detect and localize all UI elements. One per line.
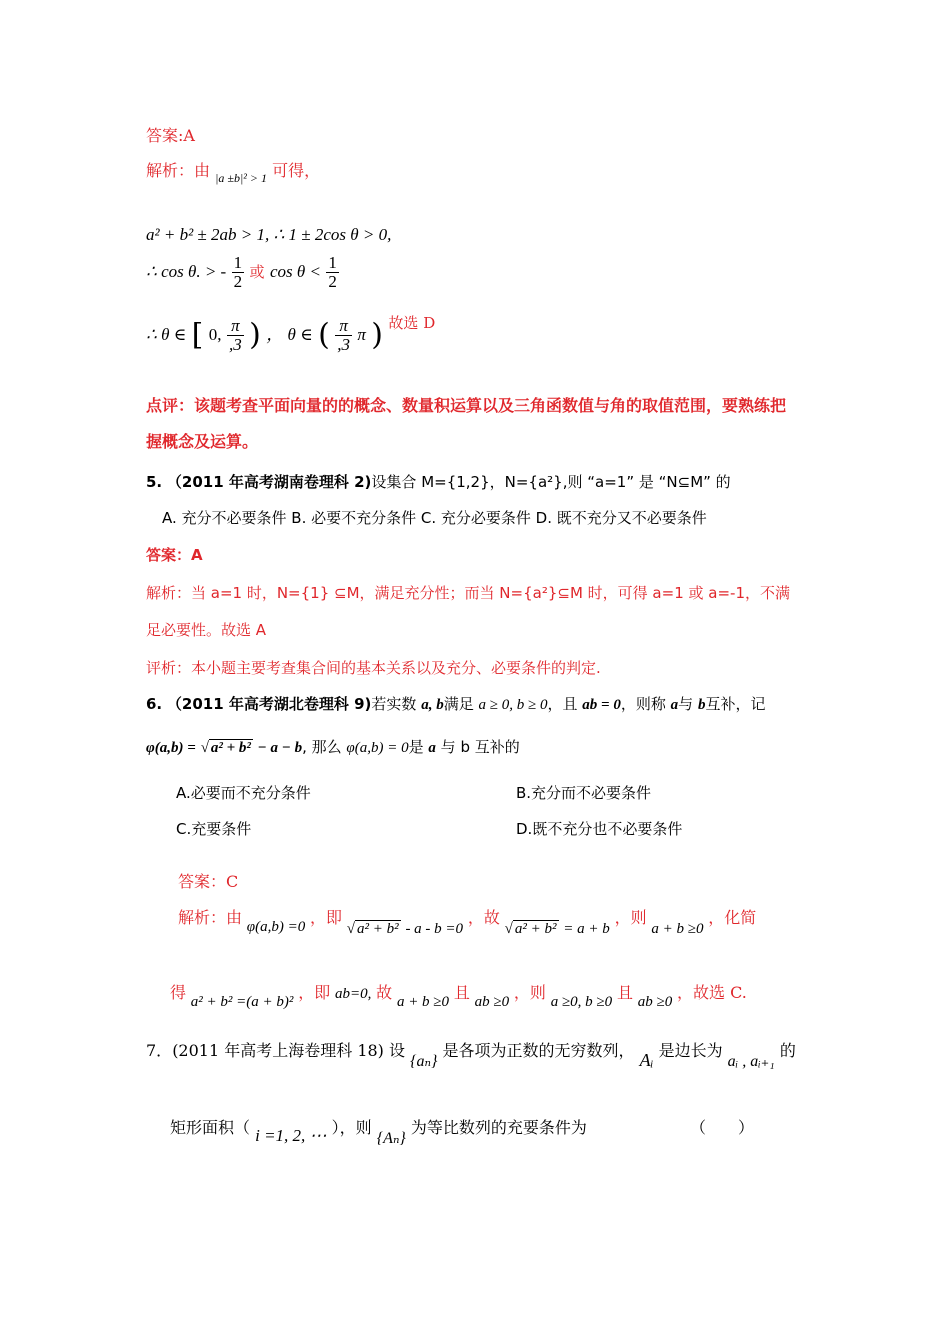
q4-step3-frac1-den: ,3	[228, 335, 242, 354]
q7-line2-b: ），则	[331, 1118, 372, 1137]
q6-analysis-b: ，即	[310, 908, 343, 927]
q5-comment: 评析：本小题主要考查集合间的基本关系以及充分、必要条件的判定.	[146, 659, 601, 677]
q6-line2-f2: ab=0,	[334, 986, 372, 1002]
q4-analysis-suffix: 可得，	[272, 161, 321, 180]
q5-stem-text: 设集合 M={1,2}，N={a²},则 “a=1” 是 “N⊆M” 的	[371, 473, 731, 491]
q6-stem-f: 与	[678, 695, 694, 713]
q4-comment-line1: 点评：该题考查平面向量的的概念、数量积运算以及三角函数值与角的取值范围，要熟练把	[146, 396, 787, 415]
q6-def-d: φ(a,b) = 0	[346, 740, 409, 756]
q6-stem-ab: ab = 0	[582, 697, 621, 713]
q4-step1: a² + b² ± 2ab > 1, ∴ 1 ± 2cos θ > 0,	[146, 225, 392, 244]
q6-stem-a: 若实数	[371, 695, 417, 713]
q4-step3-frac1-num: π	[227, 317, 244, 336]
q4-analysis-formula: |a ±b|² > 1	[215, 171, 267, 185]
q5-number: 5.	[146, 473, 163, 491]
q5-source: （2011 年高考湖南卷理科 2)	[166, 473, 372, 491]
q7-stem-c: 是边长为	[658, 1041, 723, 1060]
q6-def-a-var: a	[428, 740, 436, 756]
q7-stem-a: 设	[389, 1041, 406, 1060]
q7-Ai: Aᵢ	[639, 1050, 654, 1070]
q6-def-e: 是	[408, 738, 424, 756]
q6-source: （2011 年高考湖北卷理科 9)	[166, 695, 372, 713]
q6-analysis-sqrt2: √ a² + b²	[504, 921, 557, 937]
q7-number: 7．	[146, 1041, 173, 1060]
q6-stem-cond: a ≥ 0, b ≥ 0	[478, 697, 548, 713]
q6-stem-c: ，且	[547, 695, 578, 713]
q4-step3	[146, 316, 435, 354]
q7-stem-d: 的	[779, 1041, 796, 1060]
q4-step3-frac2	[335, 317, 352, 354]
q4-step2-b: cos θ <	[269, 261, 321, 281]
q4-comment-line2: 握概念及运算。	[146, 432, 259, 451]
q6-analysis-f1: φ(a,b) =0	[246, 919, 306, 935]
q6-def-f: 与 b 互补的	[440, 738, 520, 756]
q6-stem-vars: a, b	[421, 697, 444, 713]
q6-line2-c: 故	[376, 983, 393, 1002]
q6-number: 6.	[146, 695, 163, 713]
q5-analysis-line1: 解析：当 a=1 时，N={1} ⊆M，满足充分性；而当 N={a²}⊆M 时，可得 a=1 或 a=-1，不满	[146, 584, 790, 602]
q6-analysis-line1	[178, 910, 756, 937]
q4-step3-a: ∴ θ ∈	[146, 325, 187, 344]
q6-analysis-rad1: a² + b²	[357, 921, 399, 937]
q7-line2-a: 矩形面积（	[170, 1118, 251, 1137]
q6-analysis-e: ，化简	[708, 908, 757, 927]
q7-stem-b: 是各项为正数的无穷数列，	[442, 1041, 635, 1060]
q4-answer: 答案:A	[146, 126, 195, 145]
q6-def-sqrt: √ a² + b²	[200, 740, 251, 756]
q6-analysis-line2	[170, 985, 747, 1010]
q6-line2-g: ，故选 C.	[677, 983, 747, 1002]
q6-line2-f: 且	[616, 983, 633, 1002]
q4-step3-right-paren2: )	[371, 317, 384, 353]
q4-step2-frac2	[326, 254, 339, 291]
q4-step3-right-paren: )	[249, 317, 261, 353]
q6-option-c: C.充要条件	[176, 820, 252, 838]
q6-option-a: A.必要而不充分条件	[176, 784, 311, 802]
q6-analysis-c: ，故	[467, 908, 500, 927]
q6-analysis-f2: - a - b =0	[405, 921, 464, 937]
q4-step3-frac2-den: ,3	[337, 335, 350, 354]
q4-step2-frac1	[232, 254, 245, 291]
q4-step3-frac1	[227, 317, 244, 354]
q6-answer: 答案：C	[178, 872, 239, 891]
q4-step3-frac2-num: π	[335, 317, 352, 336]
q4-step2-a: ∴ cos θ. > -	[146, 261, 227, 281]
q6-line2-b: ，即	[298, 983, 331, 1002]
q6-line2-a: 得	[170, 983, 187, 1002]
q4-step2-or: 或	[249, 262, 265, 281]
q4-step3-end: π	[357, 325, 366, 344]
q6-stem-d: ，则称	[620, 695, 666, 713]
q4-choose: 故选 D	[388, 314, 436, 332]
q5-stem	[146, 475, 731, 490]
q6-def-c: , 那么	[302, 738, 342, 756]
q4-step2-frac2-den: 2	[328, 271, 337, 291]
q6-line2-f4: ab ≥0	[474, 994, 510, 1010]
q6-option-b: B.充分而不必要条件	[516, 784, 652, 802]
q4-step3-left-paren: (	[318, 317, 330, 353]
q6-stem-b: 满足	[443, 695, 474, 713]
q6-analysis-a: 解析：由	[178, 908, 243, 927]
q7-line2-c: 为等比数列的充要条件为	[410, 1118, 587, 1137]
q7-seq: {aₙ}	[410, 1053, 438, 1070]
q4-step3-left-bracket: [	[191, 317, 204, 353]
q6-option-d: D.既不充分也不必要条件	[516, 820, 683, 838]
q6-analysis-f4: a + b ≥0	[651, 921, 704, 937]
q6-line2-f6: ab ≥0	[637, 994, 673, 1010]
q4-step2-frac2-num: 1	[328, 253, 337, 272]
q5-answer: 答案：A	[146, 546, 203, 564]
q6-line2-f3: a + b ≥0	[396, 994, 450, 1010]
q4-step2-frac1-den: 2	[233, 271, 243, 291]
q7-source: (2011 年高考上海卷理科 18)	[172, 1041, 384, 1060]
q6-definition	[146, 740, 520, 756]
q7-sides: aᵢ , aᵢ₊₁	[727, 1053, 775, 1070]
q6-line2-e: ，则	[513, 983, 546, 1002]
q6-def-radicand: a² + b²	[210, 740, 251, 756]
q6-line2-f1: a² + b² =(a + b)²	[190, 994, 294, 1010]
q6-stem-h: 互补，记	[705, 695, 766, 713]
q5-options: A. 充分不必要条件 B. 必要不充分条件 C. 充分必要条件 D. 既不充分又不必要条件	[162, 509, 707, 527]
q6-analysis-d: ，则	[614, 908, 647, 927]
q7-stem	[146, 1043, 796, 1070]
q4-step3-mid: ， θ ∈	[266, 325, 313, 344]
q6-stem-g: b	[697, 697, 706, 713]
q7-line2-idx: i =1, 2, ⋯	[255, 1126, 327, 1145]
q4-step3-interval1: 0,	[208, 325, 222, 344]
q6-analysis-f3: = a + b	[563, 921, 610, 937]
q5-analysis-line2: 足必要性。故选 A	[146, 621, 267, 639]
q6-def-b: − a − b	[257, 740, 303, 756]
q6-analysis-sqrt1: √ a² + b²	[346, 921, 399, 937]
q4-analysis-prefix: 解析：由	[146, 161, 211, 180]
q6-line2-d: 且	[453, 983, 470, 1002]
q4-step2	[146, 254, 339, 291]
q6-analysis-rad2: a² + b²	[514, 921, 557, 937]
q6-stem	[146, 697, 765, 713]
q7-line2	[170, 1120, 587, 1147]
q4-step2-frac1-num: 1	[233, 253, 243, 272]
q6-def-a: φ(a,b) =	[146, 740, 196, 756]
q7-answer-paren: （ ）	[690, 1118, 755, 1137]
q6-stem-e: a	[670, 697, 679, 713]
q4-analysis-line	[146, 163, 320, 184]
q6-line2-f5: a ≥0, b ≥0	[550, 994, 613, 1010]
q7-line2-seq: {Aₙ}	[376, 1130, 406, 1147]
